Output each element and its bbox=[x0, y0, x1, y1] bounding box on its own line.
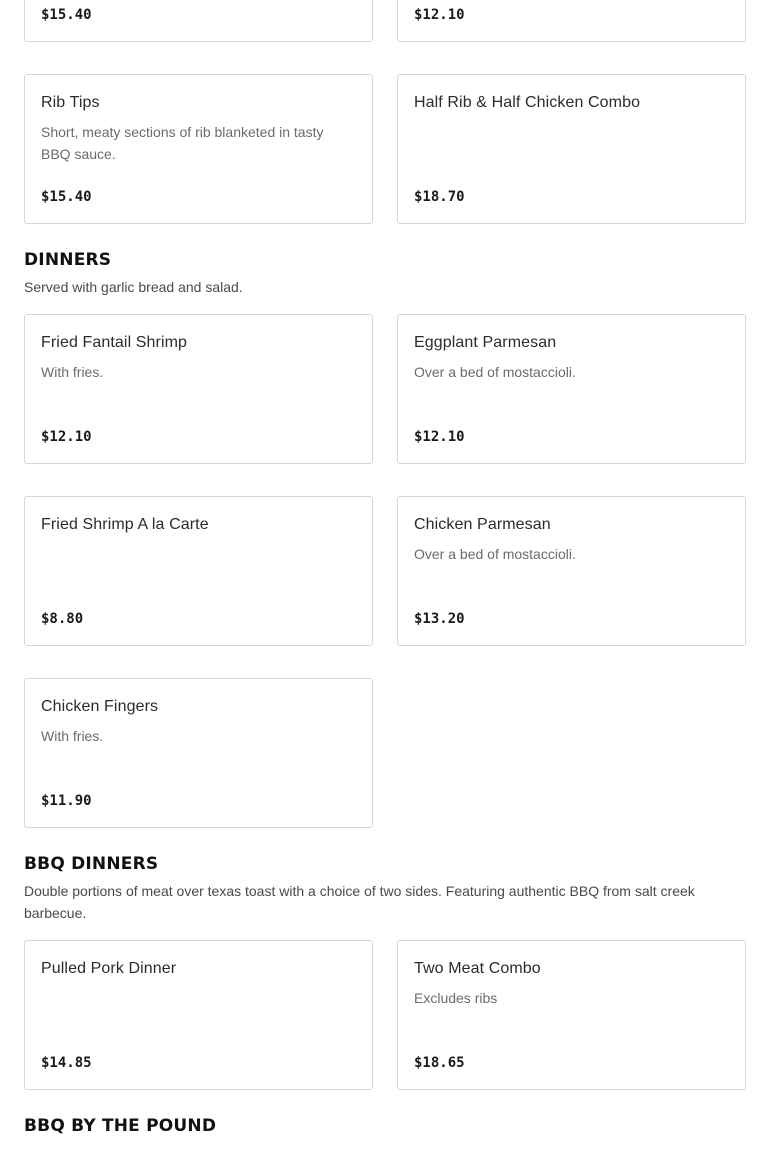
item-name: Chicken Parmesan bbox=[414, 516, 551, 533]
item-name: Fried Shrimp A la Carte bbox=[41, 516, 209, 533]
menu-item-card[interactable] bbox=[397, 940, 746, 1090]
section-description-dinners: Served with garlic bread and salad. bbox=[24, 279, 243, 295]
item-name: Pulled Pork Dinner bbox=[41, 960, 177, 977]
menu-item-card[interactable] bbox=[397, 314, 746, 464]
item-name: Eggplant Parmesan bbox=[414, 334, 557, 351]
item-price: $18.70 bbox=[414, 189, 465, 205]
item-description: With fries. bbox=[41, 728, 104, 744]
item-description: Over a bed of mostaccioli. bbox=[414, 546, 576, 562]
menu-item-card[interactable] bbox=[24, 496, 373, 646]
item-name: Two Meat Combo bbox=[414, 960, 541, 977]
item-price: $8.80 bbox=[41, 611, 84, 627]
item-price: $11.90 bbox=[41, 793, 92, 809]
item-price: $12.10 bbox=[414, 429, 465, 445]
item-name: Fried Fantail Shrimp bbox=[41, 334, 188, 351]
menu-item-card[interactable] bbox=[24, 940, 373, 1090]
item-price: $15.40 bbox=[41, 189, 92, 205]
menu-item-card[interactable] bbox=[24, 678, 373, 828]
menu-item-card[interactable] bbox=[397, 496, 746, 646]
menu-item-card[interactable] bbox=[397, 74, 746, 224]
item-price: $12.10 bbox=[414, 7, 465, 23]
menu-item-card[interactable] bbox=[24, 74, 373, 224]
item-description: Excludes ribs bbox=[414, 990, 498, 1006]
menu-item-card[interactable] bbox=[24, 0, 373, 42]
item-price: $13.20 bbox=[414, 611, 465, 627]
section-title-dinners: DINNERS bbox=[24, 250, 112, 270]
item-description: Short, meaty sections of rib blanketed in tasty BBQ sauce. bbox=[41, 124, 324, 162]
item-price: $12.10 bbox=[41, 429, 92, 445]
section-title-bbq-by-the-pound: BBQ BY THE POUND bbox=[24, 1116, 217, 1136]
item-price: $15.40 bbox=[41, 7, 92, 23]
item-name: Chicken Fingers bbox=[41, 698, 159, 715]
section-description-bbq-dinners: Double portions of meat over texas toast with a choice of two sides. Featuring authentic BBQ from salt creek barbecue. bbox=[24, 883, 695, 921]
item-price: $18.65 bbox=[414, 1055, 465, 1071]
item-description: Over a bed of mostaccioli. bbox=[414, 364, 576, 380]
item-price: $14.85 bbox=[41, 1055, 92, 1071]
menu-item-card[interactable] bbox=[24, 314, 373, 464]
item-name: Rib Tips bbox=[41, 94, 100, 111]
item-description: With fries. bbox=[41, 364, 104, 380]
menu-item-card[interactable] bbox=[397, 0, 746, 42]
section-title-bbq-dinners: BBQ DINNERS bbox=[24, 854, 159, 874]
item-name: Half Rib & Half Chicken Combo bbox=[414, 94, 641, 111]
